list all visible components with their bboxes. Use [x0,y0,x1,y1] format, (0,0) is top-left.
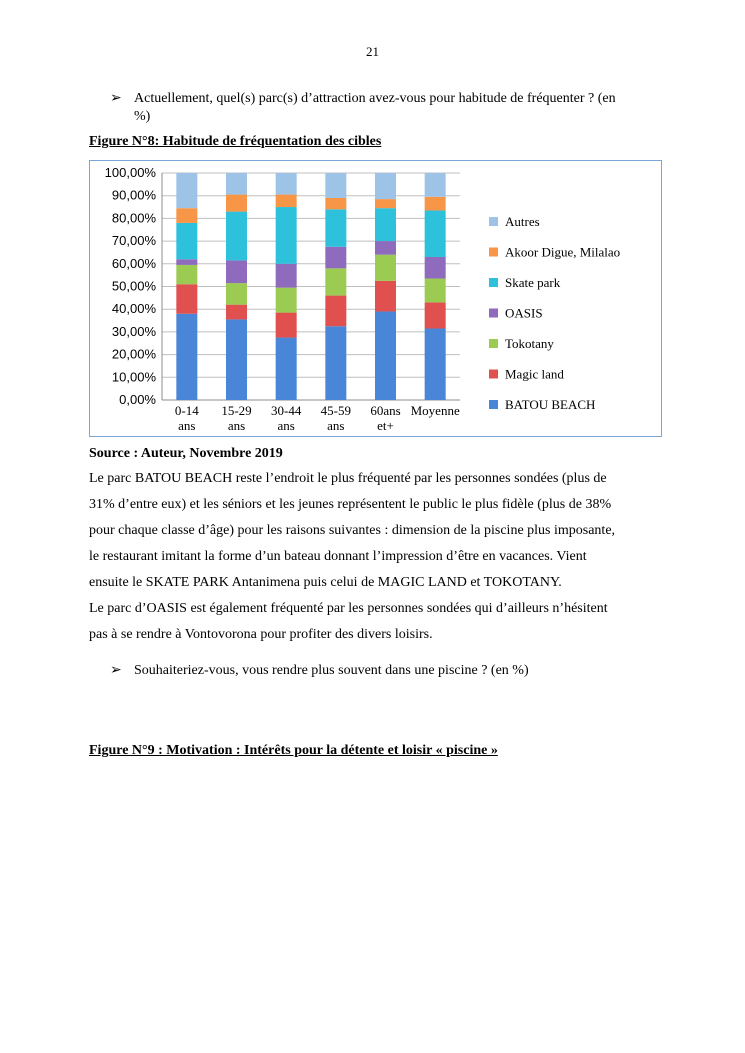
x-tick-label: 0-14 [174,403,199,418]
bar-segment [325,326,346,400]
legend-label: Akoor Digue, Milalao [505,244,621,260]
paragraph-1-line: le restaurant imitant la forme d’un bateau donnant l’impression d’être en vacances. Vient [89,549,587,564]
figure-9-caption: Figure N°9 : Motivation : Intérêts pour la détente et loisir « piscine » [89,743,498,758]
legend-swatch [489,248,498,257]
bar-segment [176,259,197,265]
paragraph-1 [89,466,664,596]
x-tick-label: ans [178,418,196,433]
bar-segment [325,209,346,246]
bar-segment [226,212,247,261]
bar-segment [325,268,346,295]
paragraph-1-line: Le parc BATOU BEACH reste l’endroit le plus fréquenté par les personnes sondées (plus de [89,471,607,486]
bar-segment [425,173,446,197]
bar-segment [176,265,197,284]
x-tick-label: 15-29 [221,403,252,418]
legend-label: BATOU BEACH [505,397,596,412]
arrow-bullet-icon: ➢ [110,663,122,678]
y-tick-label: 60,00% [111,255,156,271]
y-tick-label: 40,00% [111,301,156,317]
question-1-line-1: Actuellement, quel(s) parc(s) d’attraction avez-vous pour habitude de fréquenter ? (en [134,91,616,106]
legend-label: Magic land [505,366,564,382]
bar-segment [176,284,197,314]
x-tick-label: ans [227,418,246,433]
bar-segment [176,208,197,223]
bar-segment [325,173,346,198]
x-tick-label: ans [327,418,345,433]
bar-segment [176,223,197,259]
bar-segment [325,247,346,269]
bar-segment [375,281,396,312]
figure-8-caption: Figure N°8: Habitude de fréquentation des cibles [89,134,382,149]
y-tick-label: 10,00% [111,369,156,385]
bar-segment [276,207,297,264]
y-tick-label: 50,00% [111,278,156,294]
bar-segment [325,198,346,209]
page-number: 21 [366,44,379,59]
legend-label: OASIS [505,305,543,321]
x-tick-label: et+ [377,418,394,433]
bar-segment [375,241,396,255]
bar-segment [276,195,297,207]
paragraph-2 [89,596,664,648]
bar-segment [375,255,396,281]
y-tick-label: 20,00% [111,346,156,362]
legend-swatch [489,400,498,409]
y-tick-label: 90,00% [111,187,156,203]
bar-segment [375,173,396,199]
y-tick-label: 70,00% [111,233,156,249]
paragraph-1-line: ensuite le SKATE PARK Antanimena puis celui de MAGIC LAND et TOKOTANY. [89,575,562,590]
bar-segment [425,302,446,328]
x-tick-label: 30-44 [270,403,302,418]
x-tick-label: 45-59 [320,403,352,418]
y-tick-label: 80,00% [111,210,156,226]
bar-segment [425,257,446,279]
stacked-bar-chart [90,161,661,436]
legend-swatch [489,278,498,287]
bar-segment [226,173,247,195]
bar-segment [226,283,247,305]
x-tick-label: ans [277,418,295,433]
paragraph-2-line: pas à se rendre à Vontovorona pour profiter des divers loisirs. [89,627,433,642]
source-line: Source : Auteur, Novembre 2019 [89,446,283,461]
bar-segment [226,195,247,212]
paragraph-1-line: pour chaque classe d’âge) pour les raisons suivantes : dimension de la piscine plus imposante, [89,523,616,538]
question-1-line-2: %) [134,109,151,124]
bar-segment [425,328,446,400]
bar-segment [176,173,197,208]
y-tick-label: 100,00% [104,165,156,180]
bar-segment [375,208,396,241]
y-tick-label: 0,00% [119,392,156,407]
bar-segment [375,199,396,208]
bar-segment [276,264,297,288]
bar-segment [226,260,247,283]
legend-label: Tokotany [505,336,554,351]
paragraph-2-line: Le parc d’OASIS est également fréquenté par les personnes sondées qui d’ailleurs n’hésitent [89,601,608,616]
bar-segment [226,305,247,320]
bar-segment [226,319,247,400]
bar-segment [425,210,446,257]
legend-swatch [489,309,498,318]
legend-label: Skate park [505,275,561,290]
bar-segment [425,279,446,303]
bar-segment [325,296,346,327]
bar-segment [276,338,297,400]
legend-swatch [489,217,498,226]
question-2-text: Souhaiteriez-vous, vous rendre plus souvent dans une piscine ? (en %) [134,663,529,678]
legend-label: Autres [505,214,540,229]
x-tick-label: Moyenne [410,403,460,418]
arrow-bullet-icon: ➢ [110,91,122,106]
bar-segment [176,314,197,400]
bar-segment [425,197,446,211]
bar-segment [276,313,297,338]
bar-segment [276,288,297,313]
x-tick-label: 60ans [370,403,401,418]
bar-segment [276,173,297,195]
bar-segment [375,311,396,400]
legend-swatch [489,339,498,348]
chart-frame [89,160,662,437]
y-tick-label: 30,00% [111,323,156,339]
legend-swatch [489,370,498,379]
paragraph-1-line: 31% d’entre eux) et les séniors et les jeunes représentent le public le plus fidèle (plus de 38% [89,497,612,512]
